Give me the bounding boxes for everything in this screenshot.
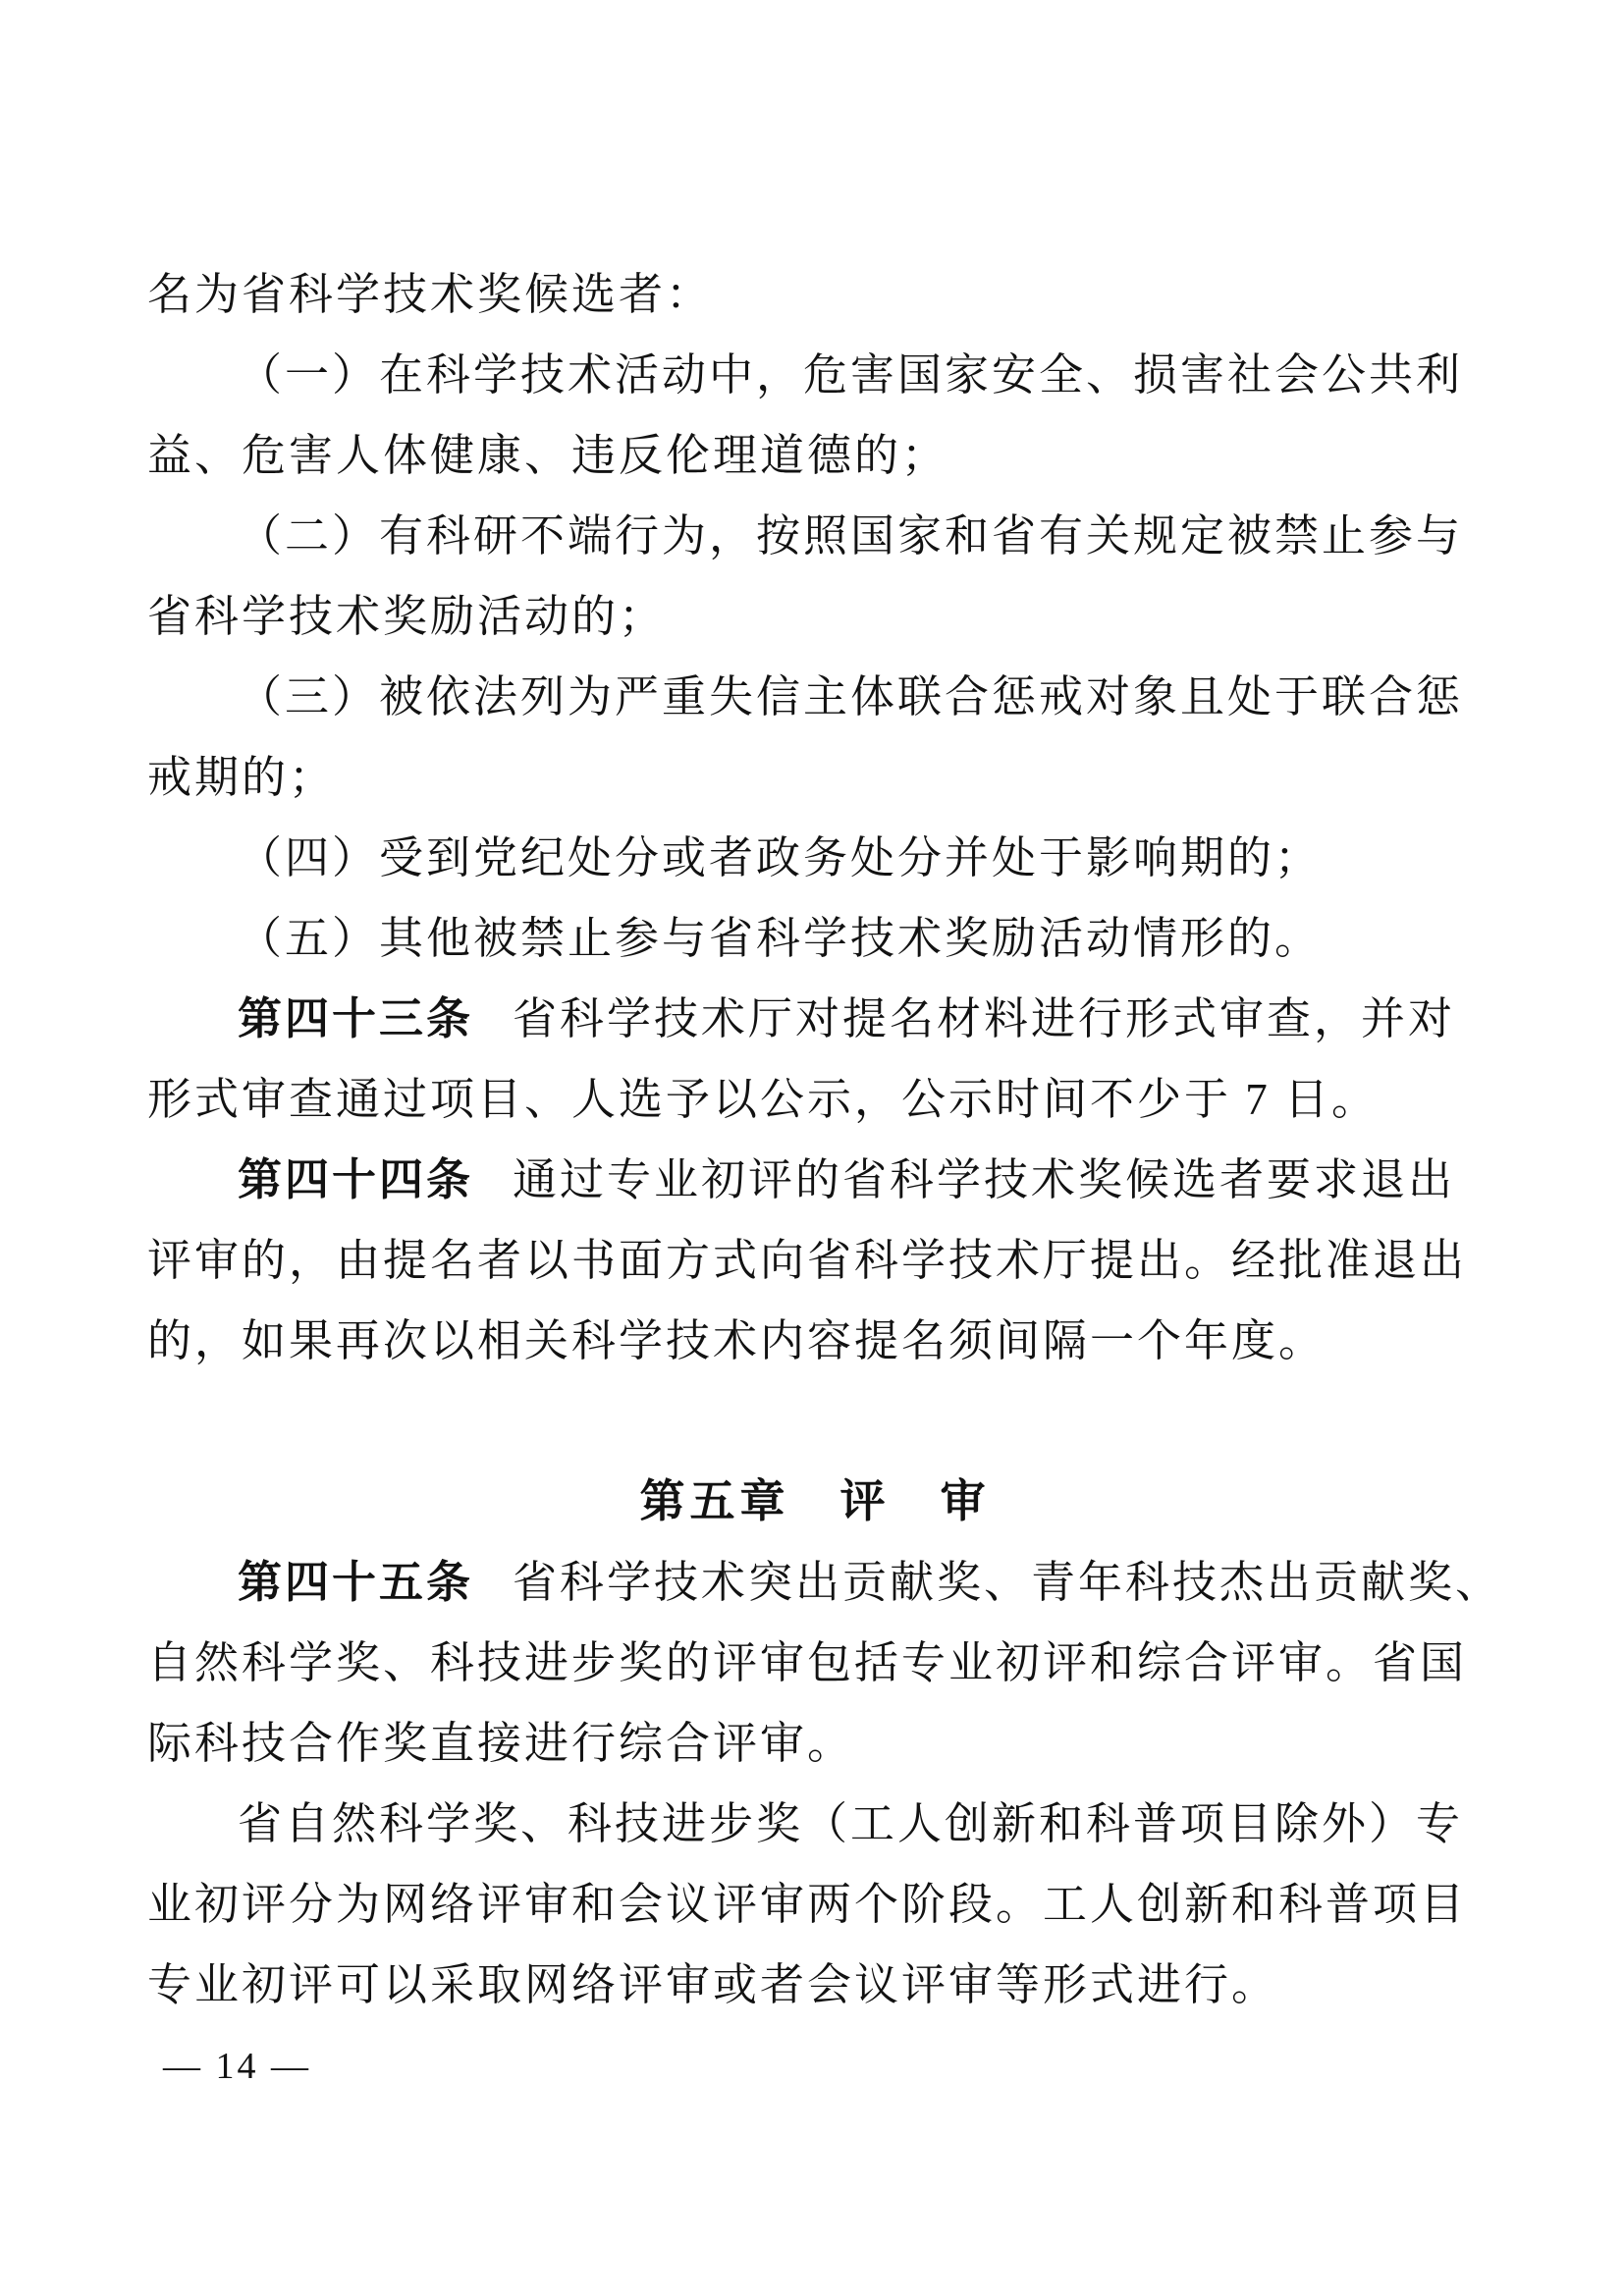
line-text: （一）在科学技术活动中，危害国家安全、损害社会公共利 [238, 350, 1464, 400]
text-line [147, 1864, 1483, 1945]
line-text: 业初评分为网络评审和会议评审两个阶段。工人创新和科普项目 [147, 1880, 1468, 1929]
line-text: （五）其他被禁止参与省科学技术奖励活动情形的。 [238, 914, 1323, 963]
line-text: 专业初评可以采取网络评审或者会议评审等形式进行。 [147, 1960, 1279, 2009]
line-text: 评审的，由提名者以书面方式向省科学技术厅提出。经批准退出 [147, 1236, 1468, 1285]
text-line [147, 335, 1483, 415]
line-text: 自然科学奖、科技进步奖的评审包括专业初评和综合评审。省国 [147, 1638, 1468, 1687]
line-text: 益、危害人体健康、违反伦理道德的； [147, 431, 949, 480]
document-body [147, 254, 1503, 2025]
text-line [147, 979, 1483, 1059]
line-text: 省自然科学奖、科技进步奖（工人创新和科普项目除外）专 [238, 1799, 1464, 1848]
line-text: 戒期的； [147, 753, 337, 802]
text-line [147, 898, 1483, 979]
line-text: 省科学技术奖励活动的； [147, 592, 667, 641]
line-text: 通过专业初评的省科学技术奖候选者要求退出 [513, 1155, 1456, 1204]
text-line [147, 1703, 1483, 1784]
article-number: 第四十四条 [238, 1155, 474, 1204]
article-number: 第四十三条 [238, 994, 474, 1043]
text-line [147, 1220, 1483, 1301]
text-line [147, 1301, 1483, 1381]
line-text: 形式审查通过项目、人选予以公示，公示时间不少于 7 日。 [147, 1075, 1380, 1124]
text-line [147, 657, 1483, 737]
text-line [147, 1784, 1483, 1864]
text-line [147, 576, 1483, 657]
text-line [147, 254, 1483, 335]
text-line [147, 496, 1483, 576]
article-number: 第四十五条 [238, 1558, 474, 1607]
line-text: （二）有科研不端行为，按照国家和省有关规定被禁止参与 [238, 511, 1464, 561]
text-line [147, 415, 1483, 496]
text-line [147, 1542, 1503, 1623]
text-line [147, 1945, 1483, 2025]
chapter-heading: 第五章 评 审 [639, 1476, 991, 1526]
text-line [147, 737, 1483, 818]
line-text: 省科学技术突出贡献奖、青年科技杰出贡献奖、 [513, 1558, 1503, 1607]
line-text: 的，如果再次以相关科学技术内容提名须间隔一个年度。 [147, 1316, 1326, 1365]
text-line [147, 1623, 1483, 1703]
line-text: 名为省科学技术奖候选者： [147, 270, 714, 319]
line-text: 省科学技术厅对提名材料进行形式审查，并对 [513, 994, 1456, 1043]
text-line [147, 1140, 1483, 1220]
line-text: （三）被依法列为严重失信主体联合惩戒对象且处于联合惩 [238, 672, 1464, 721]
line-text: 际科技合作奖直接进行综合评审。 [147, 1719, 855, 1768]
text-line [147, 1059, 1483, 1140]
page-number: — 14 — [163, 2046, 311, 2087]
line-text: （四）受到党纪处分或者政务处分并处于影响期的； [238, 833, 1323, 882]
text-line [147, 818, 1483, 898]
